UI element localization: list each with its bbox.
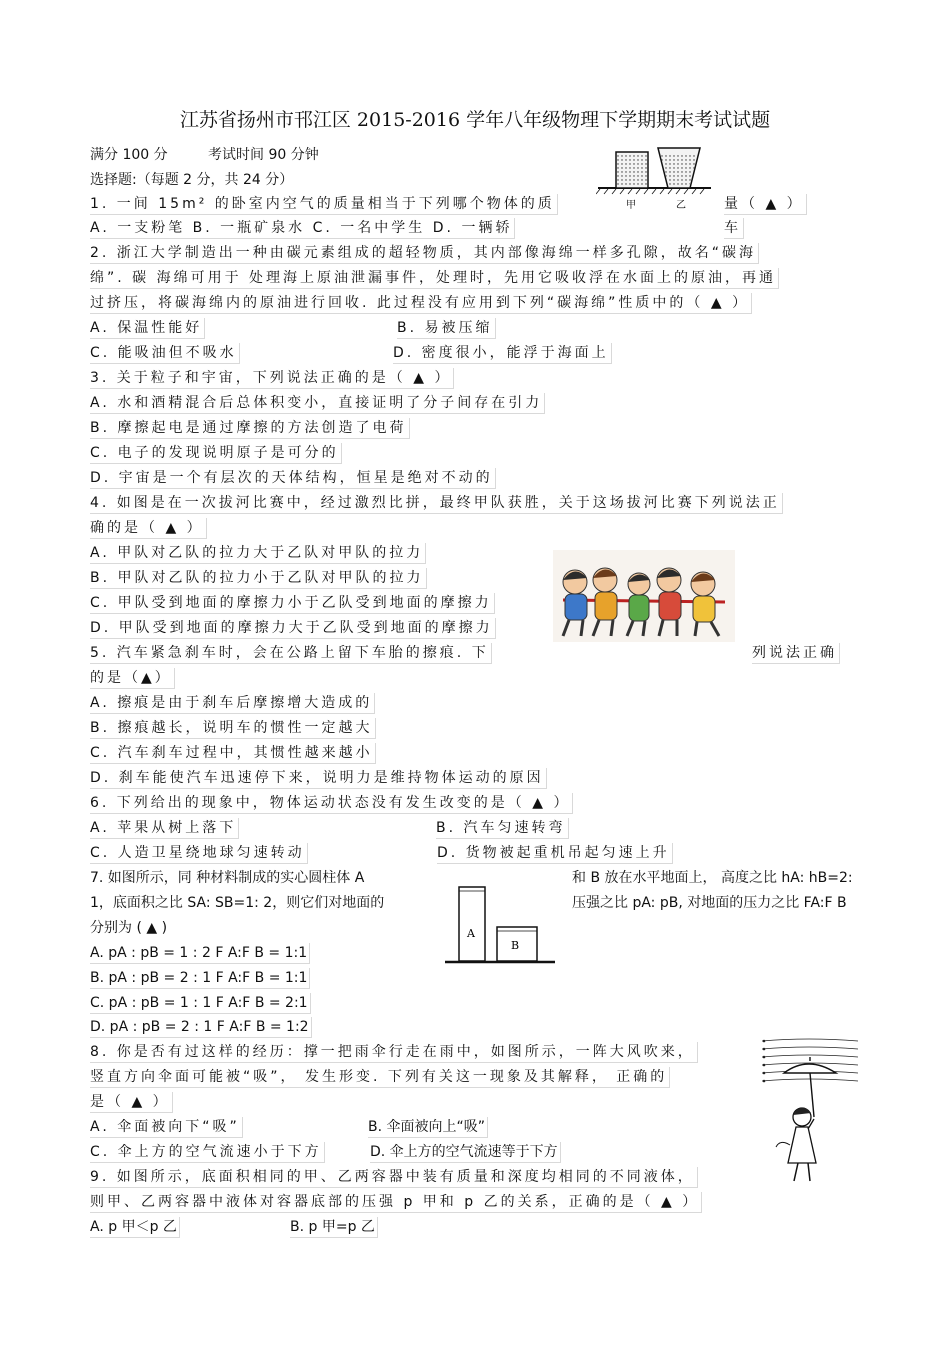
q5-option-d: D. 刹车能使汽车迅速停下来，说明力是维持物体运动的原因 xyxy=(90,768,547,789)
umbrella-figure xyxy=(758,1035,860,1185)
q3-text: 3. 关于粒子和宇宙，下列说法正确的是（ ▲ ） xyxy=(90,368,454,389)
q5-line-1-tail: 列说法正确 xyxy=(752,643,840,664)
q7-option-d: D. pA : pB = 2 : 1 F A:F B = 1:2 xyxy=(90,1017,312,1038)
q2-line-1: 2. 浙江大学制造出一种由碳元素组成的超轻物质，其内部像海绵一样多孔隙，故名“碳海 xyxy=(90,243,759,264)
q8-option-b: B. 伞面被向上“吸” xyxy=(368,1117,488,1138)
q7-line-2a: 1，底面积之比 SA: SB=1: 2，则它们对地面的 xyxy=(90,895,385,911)
q3-option-c: C. 电子的发现说明原子是可分的 xyxy=(90,443,342,464)
q3-option-d: D. 宇宙是一个有层次的天体结构，恒星是绝对不动的 xyxy=(90,468,496,489)
q8-line-3: 是（ ▲ ） xyxy=(90,1092,173,1113)
containers-figure xyxy=(596,142,716,212)
q7-option-a: A. pA : pB = 1 : 2 F A:F B = 1:1 xyxy=(90,943,310,964)
q7-line-3: 分别为 ( ▲ ) xyxy=(90,920,168,936)
q4-option-b: B. 甲队对乙队的拉力小于乙队对甲队的拉力 xyxy=(90,568,427,589)
q5-option-a: A. 擦痕是由于刹车后摩擦增大造成的 xyxy=(90,693,375,714)
q2-option-b: B. 易被压缩 xyxy=(397,318,496,339)
q8-option-c: C. 伞上方的空气流速小于下方 xyxy=(90,1142,325,1163)
q2-option-c: C. 能吸油但不吸水 xyxy=(90,343,240,364)
q3-option-b: B. 摩擦起电是通过摩擦的方法创造了电荷 xyxy=(90,418,410,439)
q2-option-a: A. 保温性能好 xyxy=(90,318,205,339)
q6-text: 6. 下列给出的现象中，物体运动状态没有发生改变的是（ ▲ ） xyxy=(90,793,573,814)
q3-option-a: A. 水和酒精混合后总体积变小，直接证明了分子间存在引力 xyxy=(90,393,545,414)
q4-option-a: A. 甲队对乙队的拉力大于乙队对甲队的拉力 xyxy=(90,543,426,564)
q1-tail: 量（ ▲ ） xyxy=(724,194,807,215)
q1-text: 1. 一间 15m² 的卧室内空气的质量相当于下列哪个物体的质 xyxy=(90,194,558,215)
q8-line-2: 竖直方向伞面可能被“吸”， 发生形变. 下列有关这一现象及其解释， 正确的 xyxy=(90,1067,670,1088)
q6-option-d: D. 货物被起重机吊起匀速上升 xyxy=(437,843,673,864)
cylinder-b-label: B xyxy=(511,939,520,952)
exam-time: 考试时间 90 分钟 xyxy=(208,147,319,163)
page-title: 江苏省扬州市邗江区 2015-2016 学年八年级物理下学期期末考试试题 xyxy=(179,109,771,131)
q9-option-b: B. p 甲=p 乙 xyxy=(290,1217,378,1238)
q6-option-c: C. 人造卫星绕地球匀速转动 xyxy=(90,843,308,864)
q6-option-a: A. 苹果从树上落下 xyxy=(90,818,239,839)
q8-line-1: 8. 你是否有过这样的经历：撑一把雨伞行走在雨中，如图所示，一阵大风吹来， xyxy=(90,1042,698,1063)
q4-line-2: 确的是（ ▲ ） xyxy=(90,518,207,539)
q9-line-1: 9. 如图所示，底面积相同的甲、乙两容器中装有质量和深度均相同的不同液体， xyxy=(90,1167,698,1188)
q1-options: A. 一支粉笔 B. 一瓶矿泉水 C. 一名中学生 D. 一辆轿 xyxy=(90,218,515,239)
q7-line-1a: 7. 如图所示，同 种材料制成的实心圆柱体 A xyxy=(90,870,365,886)
q2-option-d: D. 密度很小，能浮于海面上 xyxy=(393,343,612,364)
q4-line-1: 4. 如图是在一次拔河比赛中，经过激烈比拼，最终甲队获胜，关于这场拔河比赛下列说法正 xyxy=(90,493,783,514)
tug-of-war-figure xyxy=(553,550,735,642)
q5-line-2: 的是（▲） xyxy=(90,668,175,689)
cylinder-a-label: A xyxy=(467,927,475,940)
q2-line-2: 绵”. 碳 海绵可用于 处理海上原油泄漏事件，处理时，先用它吸收浮在水面上的原油，再通 xyxy=(90,268,779,289)
q7-line-1b: 和 B 放在水平地面上， 高度之比 hA: hB=2: xyxy=(572,870,853,886)
q4-option-d: D. 甲队受到地面的摩擦力大于乙队受到地面的摩擦力 xyxy=(90,618,496,639)
q9-line-2: 则甲、乙两容器中液体对容器底部的压强 p 甲和 p 乙的关系，正确的是（ ▲ ） xyxy=(90,1192,702,1213)
q7-option-c: C. pA : pB = 1 : 1 F A:F B = 2:1 xyxy=(90,993,311,1014)
q8-option-d: D. 伞上方的空气流速等于下方 xyxy=(370,1142,561,1163)
label-jia: 甲 xyxy=(626,200,636,211)
cylinders-figure xyxy=(443,885,558,967)
q5-line-1: 5. 汽车紧急刹车时，会在公路上留下车胎的擦痕. 下 xyxy=(90,643,492,664)
q8-option-a: A. 伞面被向下“吸” xyxy=(90,1117,243,1138)
label-yi: 乙 xyxy=(676,200,686,211)
full-score: 满分 100 分 xyxy=(90,147,168,163)
section-header: 选择题:（每题 2 分，共 24 分） xyxy=(90,172,294,188)
q7-option-b: B. pA : pB = 2 : 1 F A:F B = 1:1 xyxy=(90,968,310,989)
q6-option-b: B. 汽车匀速转弯 xyxy=(436,818,569,839)
q7-line-2b: 压强之比 pA: pB, 对地面的压力之比 FA:F B xyxy=(572,895,847,911)
q5-option-b: B. 擦痕越长，说明车的惯性一定越大 xyxy=(90,718,376,739)
q9-option-a: A. p 甲＜p 乙 xyxy=(90,1217,180,1238)
q2-line-3: 过挤压，将碳海绵内的原油进行回收. 此过程没有应用到下列“碳海绵”性质中的（ ▲ ） xyxy=(90,293,752,314)
q5-option-c: C. 汽车刹车过程中，其惯性越来越小 xyxy=(90,743,376,764)
q1-options-tail: 车 xyxy=(724,218,744,239)
q4-option-c: C. 甲队受到地面的摩擦力小于乙队受到地面的摩擦力 xyxy=(90,593,495,614)
